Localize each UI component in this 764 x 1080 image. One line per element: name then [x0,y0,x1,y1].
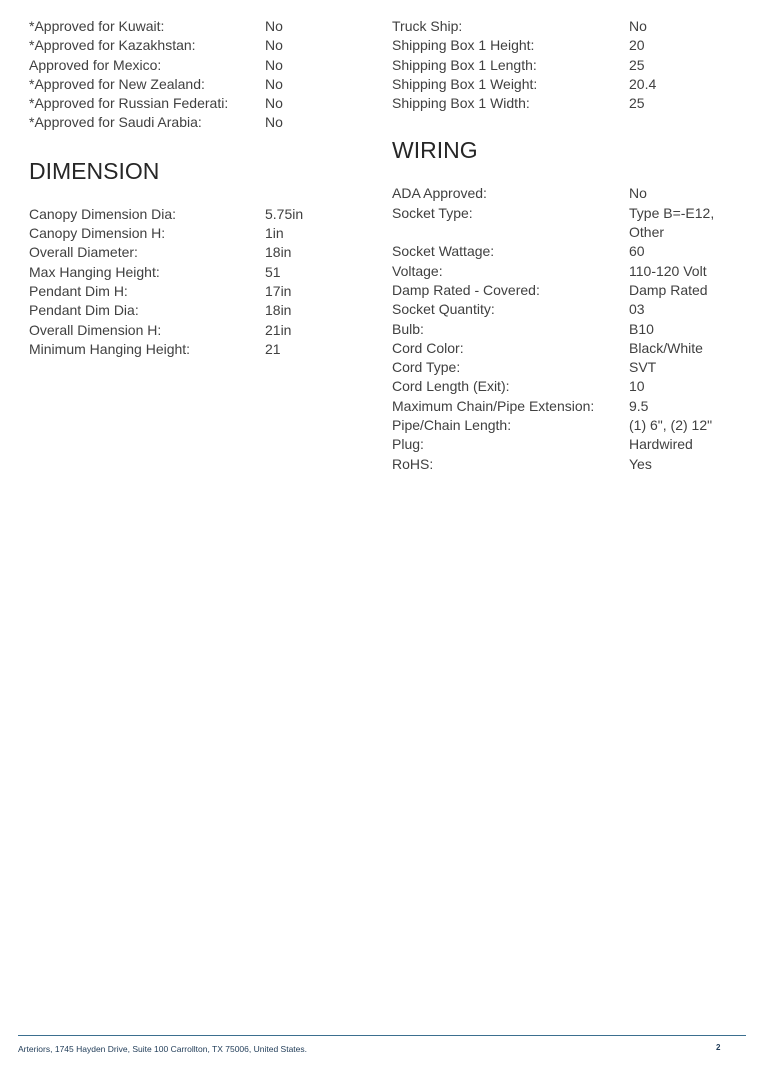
shipping-list [392,17,742,113]
footer-address: Arteriors, 1745 Hayden Drive, Suite 100 Carrollton, TX 75006, United States. [18,1044,307,1054]
spec-label: Shipping Box 1 Height: [392,37,535,54]
spec-row [29,113,359,132]
spec-value: Yes [629,455,652,472]
spec-row [29,340,359,359]
spec-row [29,36,359,55]
spec-label: ADA Approved: [392,185,487,202]
spec-value: No [265,37,283,54]
spec-row [392,377,742,396]
spec-row [29,321,359,340]
spec-value: No [265,75,283,92]
spec-value: No [265,95,283,112]
spec-value: Black/White [629,339,703,356]
spec-label: Cord Length (Exit): [392,378,510,395]
spec-value: 25 [629,56,645,73]
spec-label: *Approved for New Zealand: [29,75,205,92]
spec-row [392,281,742,300]
spec-label: Overall Dimension H: [29,321,162,338]
spec-value: 51 [265,263,281,280]
spec-row [392,300,742,319]
page-number: 2 [716,1043,721,1052]
spec-label: Socket Quantity: [392,301,495,318]
spec-label: Cord Color: [392,339,464,356]
spec-label: Max Hanging Height: [29,263,160,280]
spec-row [29,17,359,36]
spec-label: Bulb: [392,320,424,337]
spec-row [29,282,359,301]
footer-divider [18,1035,746,1036]
spec-label: Socket Type: [392,204,473,221]
spec-row [392,242,742,261]
spec-row [392,204,742,243]
spec-label: Canopy Dimension H: [29,225,166,242]
spec-value: 25 [629,95,645,112]
spec-label: Plug: [392,436,424,453]
spec-label: Approved for Mexico: [29,56,162,73]
spec-row [29,75,359,94]
spec-row [392,435,742,454]
spec-value: B10 [629,320,654,337]
spec-value: 03 [629,301,645,318]
spec-row [392,184,742,203]
dimension-heading: DIMENSION [29,157,160,184]
spec-label: Pendant Dim Dia: [29,302,139,319]
spec-row [392,397,742,416]
spec-label: Damp Rated - Covered: [392,281,540,298]
spec-value: No [629,185,647,202]
spec-value: 21in [265,321,292,338]
spec-row [29,56,359,75]
spec-row [29,205,359,224]
spec-label: Pendant Dim H: [29,282,128,299]
wiring-heading: WIRING [392,137,478,164]
spec-label: Socket Wattage: [392,243,495,260]
spec-value: 1in [265,225,284,242]
spec-label: Cord Type: [392,359,461,376]
spec-label: Truck Ship: [392,18,463,34]
spec-row [392,36,742,55]
spec-value: (1) 6", (2) 12" [629,417,713,434]
wiring-list [392,184,742,473]
spec-value: 17in [265,282,292,299]
spec-row [392,358,742,377]
spec-row [392,17,742,36]
spec-value: 21 [265,340,281,357]
dimension-list [29,205,359,359]
spec-row [29,263,359,282]
spec-row [392,416,742,435]
spec-value: 110-120 Volt [629,262,707,279]
spec-row [392,455,742,474]
spec-label: Canopy Dimension Dia: [29,205,177,222]
spec-row [29,301,359,320]
spec-value: Hardwired [629,436,693,453]
spec-row [392,56,742,75]
spec-value: 9.5 [629,397,649,414]
spec-label: Pipe/Chain Length: [392,417,512,434]
approvals-list [29,17,359,133]
spec-value: 20 [629,37,645,54]
spec-value: 60 [629,243,645,260]
spec-label: Overall Diameter: [29,244,138,261]
spec-value: SVT [629,359,657,376]
spec-value: 18in [265,244,292,261]
spec-label: Shipping Box 1 Width: [392,95,530,112]
spec-label: *Approved for Russian Federati: [29,95,229,112]
spec-label: Voltage: [392,262,443,279]
spec-label: *Approved for Kazakhstan: [29,37,196,54]
spec-label: Minimum Hanging Height: [29,340,191,357]
spec-label: RoHS: [392,455,434,472]
spec-value: No [265,56,283,73]
spec-value: 10 [629,378,645,395]
spec-value: Type B=-E12, Other [629,204,715,241]
spec-value: No [265,114,283,131]
spec-value: No [265,18,283,34]
spec-label: Shipping Box 1 Length: [392,56,537,73]
spec-row [392,339,742,358]
spec-label: Maximum Chain/Pipe Extension: [392,397,595,414]
spec-row [392,320,742,339]
spec-row [392,262,742,281]
left-column [29,17,359,359]
spec-row [29,94,359,113]
spec-row [392,94,742,113]
spec-row [392,75,742,94]
spec-row [29,224,359,243]
spec-value: No [629,18,647,34]
spec-value: Damp Rated [629,281,708,298]
spec-label: *Approved for Kuwait: [29,18,165,34]
right-column [392,17,742,474]
spec-label: *Approved for Saudi Arabia: [29,114,202,131]
spec-value: 18in [265,302,292,319]
spec-label: Shipping Box 1 Weight: [392,75,538,92]
spec-value: 20.4 [629,75,657,92]
spec-value: 5.75in [265,205,304,222]
spec-row [29,243,359,262]
